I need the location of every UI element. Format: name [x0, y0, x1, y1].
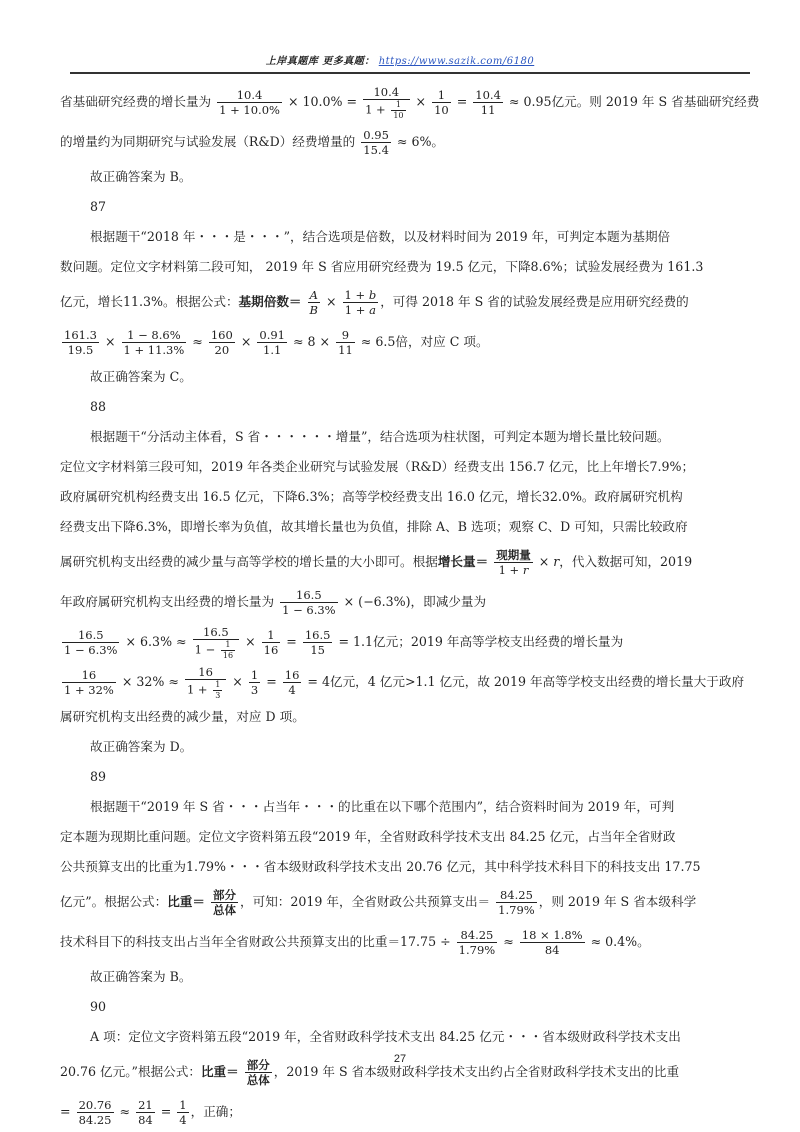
text-line: 属研究机构支出经费的减少量，对应 D 项。 — [60, 709, 305, 724]
page-header — [0, 52, 800, 67]
header-title: 上岸真题库 更多真题： — [265, 56, 375, 67]
question-number: 87 — [90, 199, 107, 214]
text-line: A 项：定位文字资料第五段“2019 年，全省财政科学技术支出 84.25 亿元・・・省本级财政科学技术支出 — [90, 1029, 681, 1044]
text-line: 根据题干“2019 年 S 省・・・占当年・・・的比重在以下哪个范围内”，结合资料时间为 2019 年，可判 — [90, 799, 675, 814]
text-line: 经费支出下降6.3%，即增长率为负值，故其增长量也为负值，排除 A、B 选项；观察 C、D 可知，只需比较政府 — [60, 519, 688, 534]
text-line: 技术科目下的科技支出占当年全省财政公共预算支出的比重＝17.75 ÷ $\frac{84.25}{1.79\%}$ ≈ $\frac{18 \times 1.8\%}{84}$ ≈ 0.4%。 — [60, 928, 650, 957]
text-line: 的增量约为同期研究与试验发展（R&D）经费增量的 $\frac{0.95}{15.4}$ ≈ 6%。 — [60, 128, 445, 157]
header-rule — [70, 72, 750, 74]
text-line: $\frac{16.5}{1 - 6.3\%}$ × 6.3% ≈ 16.5 1 − $\frac{1}{16}$ × $\frac{1}{16}$ = $\frac{16.5}{15}$ = 1.1亿元；2019 年高等学校支出经费的增长量为 — [64, 624, 624, 660]
question-number: 90 — [90, 999, 107, 1014]
text-line: 亿元”。根据公式：比重＝ $\frac{\text{部分}}{\text{总体}}$ ，可知：2019 年，全省财政公共预算支出＝ $\frac{84.25}{1.79\%}$ ，则 2019 年 S 省本级科学 — [60, 888, 697, 917]
page-number: 27 — [393, 1053, 407, 1065]
text-line: 省基础研究经费的增长量为 $\frac{10.4}{1 + 10.0\%}$ × 10.0% = 10.4 1 + $\frac{1}{10}$ × $\frac{1}{10}$ = $\frac{10.4}{11}$ ≈ 0.95亿元。则 2019 年 S 省基础研究经费 — [60, 84, 760, 120]
text-line: 定位文字材料第三段可知，2019 年各类企业研究与试验发展（R&D）经费支出 156.7 亿元，比上年增长7.9%； — [60, 459, 695, 474]
question-number: 89 — [90, 769, 107, 784]
text-line: 属研究机构支出经费的减少量与高等学校的增长量的大小即可。根据增长量＝ $\frac{\text{现期量}}{1 + r}$ × r，代入数据可知，2019 — [60, 548, 693, 577]
question-number: 88 — [90, 399, 107, 414]
header-link[interactable]: https://www.sazik.com/6180 — [378, 56, 535, 67]
text-line: $\frac{161.3}{19.5}$ × $\frac{1 - 8.6\%}{1 + 11.3\%}$ ≈ $\frac{160}{20}$ × $\frac{0.91}{1.1}$ ≈ 8 × $\frac{9}{11}$ ≈ 6.5倍，对应 C 项。 — [64, 328, 489, 357]
answer-line: 故正确答案为 C。 — [90, 369, 192, 384]
text-line: 根据题干“分活动主体看，S 省・・・・・・增量”，结合选项为柱状图，可判定本题为增长量比较问题。 — [90, 429, 670, 444]
text-line: = $\frac{20.76}{84.25}$ ≈ $\frac{21}{84}$ = $\frac{1}{4}$ ，正确； — [60, 1098, 241, 1127]
text-line: 公共预算支出的比重为1.79%・・・省本级财政科学技术支出 20.76 亿元，其中科学技术科目下的科技支出 17.75 — [60, 859, 701, 874]
text-line: 20.76 亿元。”根据公式：比重＝ $\frac{\text{部分}}{\text{总体}}$ ，2019 年 S 省本级财政科学技术支出约占全省财政科学技术支出的比重 — [60, 1058, 680, 1087]
text-line: 数问题。定位文字材料第二段可知， 2019 年 S 省应用研究经费为 19.5 亿元，下降8.6%；试验发展经费为 161.3 — [60, 259, 704, 274]
answer-line: 故正确答案为 B。 — [90, 169, 192, 184]
text-line: $\frac{16}{1 + 32\%}$ × 32% ≈ 16 1 + $\frac{1}{3}$ × $\frac{1}{3}$ = $\frac{16}{4}$ = 4亿元，4 亿元>1.1 亿元，故 2019 年高等学校支出经费的增长量大于政府 — [64, 664, 745, 700]
text-line: 年政府属研究机构支出经费的增长量为 $\frac{16.5}{1 - 6.3\%}$ × (−6.3%)，即减少量为 — [60, 588, 487, 617]
answer-line: 故正确答案为 B。 — [90, 969, 192, 984]
text-line: 根据题干“2018 年・・・是・・・”，结合选项是倍数，以及材料时间为 2019 年，可判定本题为基期倍 — [90, 229, 671, 244]
text-line: 定本题为现期比重问题。定位文字资料第五段“2019 年，全省财政科学技术支出 84.25 亿元，占当年全省财政 — [60, 829, 676, 844]
answer-line: 故正确答案为 D。 — [90, 739, 193, 754]
text-line: 政府属研究机构经费支出 16.5 亿元，下降6.3%；高等学校经费支出 16.0 亿元，增长32.0%。政府属研究机构 — [60, 489, 683, 504]
document-body — [60, 82, 760, 1132]
text-line: 亿元，增长11.3%。根据公式：基期倍数＝ $\frac{A}{B}$ × $\frac{1 + b}{1 + a}$ ，可得 2018 年 S 省的试验发展经费是应用研究经费的 — [60, 288, 689, 317]
